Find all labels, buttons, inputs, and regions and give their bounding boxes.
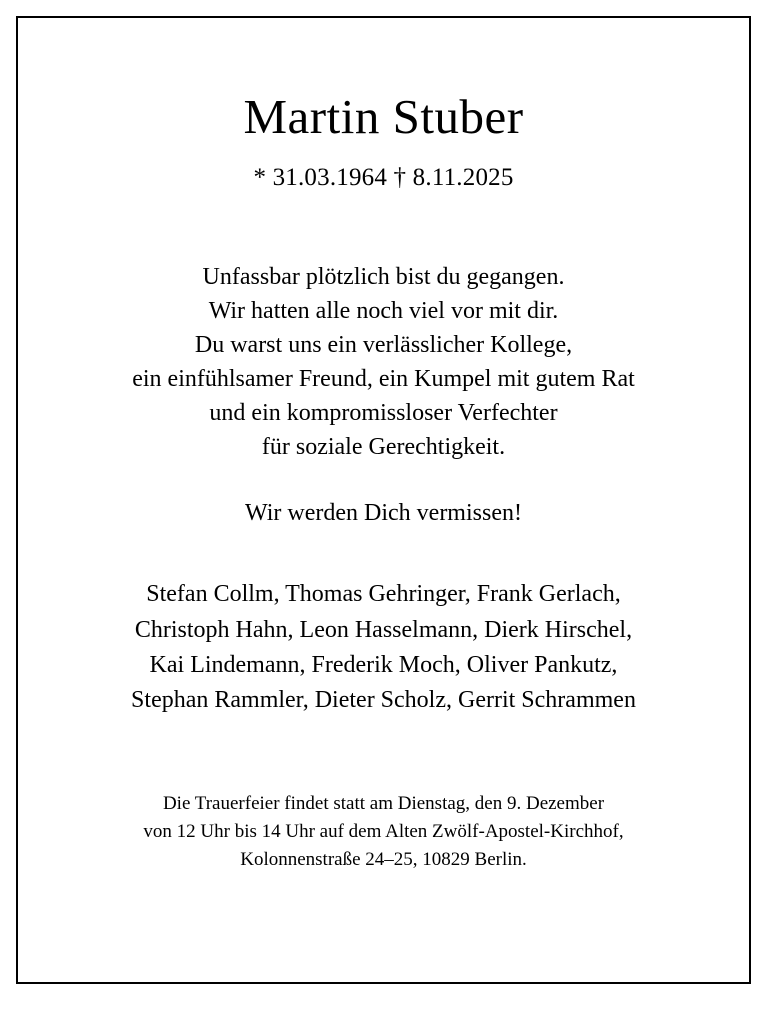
ceremony-line: Die Trauerfeier findet statt am Dienstag, den 9. Dezember	[162, 793, 605, 815]
ceremony-line: Kolonnenstraße 24–25, 10829 Berlin.	[240, 848, 527, 870]
verse-line: und ein kompromissloser Verfechter	[209, 400, 558, 427]
ceremony-line: von 12 Uhr bis 14 Uhr auf dem Alten Zwölf-Apostel-Kirchhof,	[143, 820, 624, 842]
verse-line: ein einfühlsamer Freund, ein Kumpel mit gutem Rat	[132, 366, 635, 393]
birth-death-dates: * 31.03.1964 † 8.11.2025	[253, 163, 514, 191]
verse-line: für soziale Gerechtigkeit.	[261, 434, 506, 461]
signatories-line: Stefan Collm, Thomas Gehringer, Frank Gerlach,	[146, 581, 621, 608]
verse-line: Unfassbar plötzlich bist du gegangen.	[202, 263, 565, 290]
obituary-card	[16, 16, 751, 984]
memorial-verse	[132, 260, 635, 464]
verse-line: Wir hatten alle noch viel vor mit dir.	[208, 297, 559, 324]
signatories-line: Christoph Hahn, Leon Hasselmann, Dierk Hirschel,	[134, 616, 633, 643]
signatories-line: Kai Lindemann, Frederik Moch, Oliver Pankutz,	[149, 651, 618, 678]
farewell-message: Wir werden Dich vermissen!	[245, 500, 522, 527]
deceased-name: Martin Stuber	[243, 89, 524, 144]
verse-line: Du warst uns ein verlässlicher Kollege,	[194, 332, 573, 359]
signatories-list	[131, 577, 636, 718]
ceremony-details	[143, 790, 623, 873]
signatories-line: Stephan Rammler, Dieter Scholz, Gerrit Schrammen	[131, 687, 636, 714]
